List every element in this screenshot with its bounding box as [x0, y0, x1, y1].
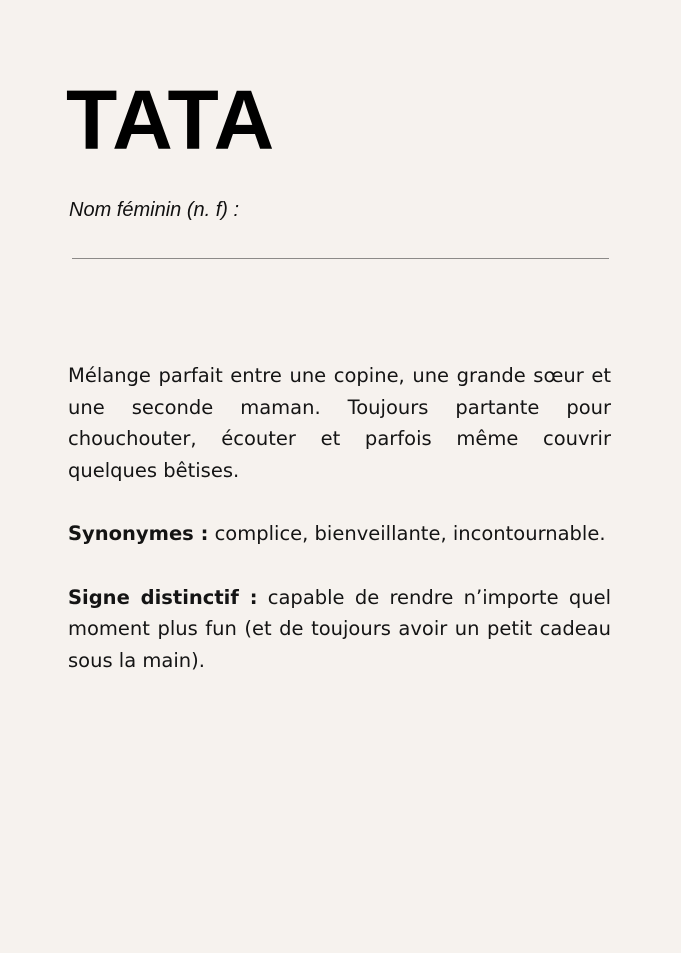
synonyms-label: Synonymes : — [68, 522, 209, 545]
distinctive-sign-label: Signe distinctif : — [68, 585, 258, 609]
entry-distinctive-sign — [68, 582, 611, 677]
distinctive-sign-text: capable de rendre n’importe quel moment plus fun (et de toujours avoir un petit cadeau sous la main). — [68, 585, 611, 672]
entry-synonyms — [68, 518, 611, 550]
divider-line — [72, 258, 609, 259]
entry-grammar: Nom féminin (n. f) : — [69, 199, 240, 221]
entry-definition: Mélange parfait entre une copine, une grande sœur et une seconde maman. Toujours partante pour chouchouter, écouter et parfois même couvrir quelques bêtises. — [68, 364, 611, 482]
entry-word: TATA — [66, 73, 276, 167]
synonyms-text: complice, bienveillante, incontournable. — [214, 522, 606, 545]
entry-body — [68, 360, 611, 708]
